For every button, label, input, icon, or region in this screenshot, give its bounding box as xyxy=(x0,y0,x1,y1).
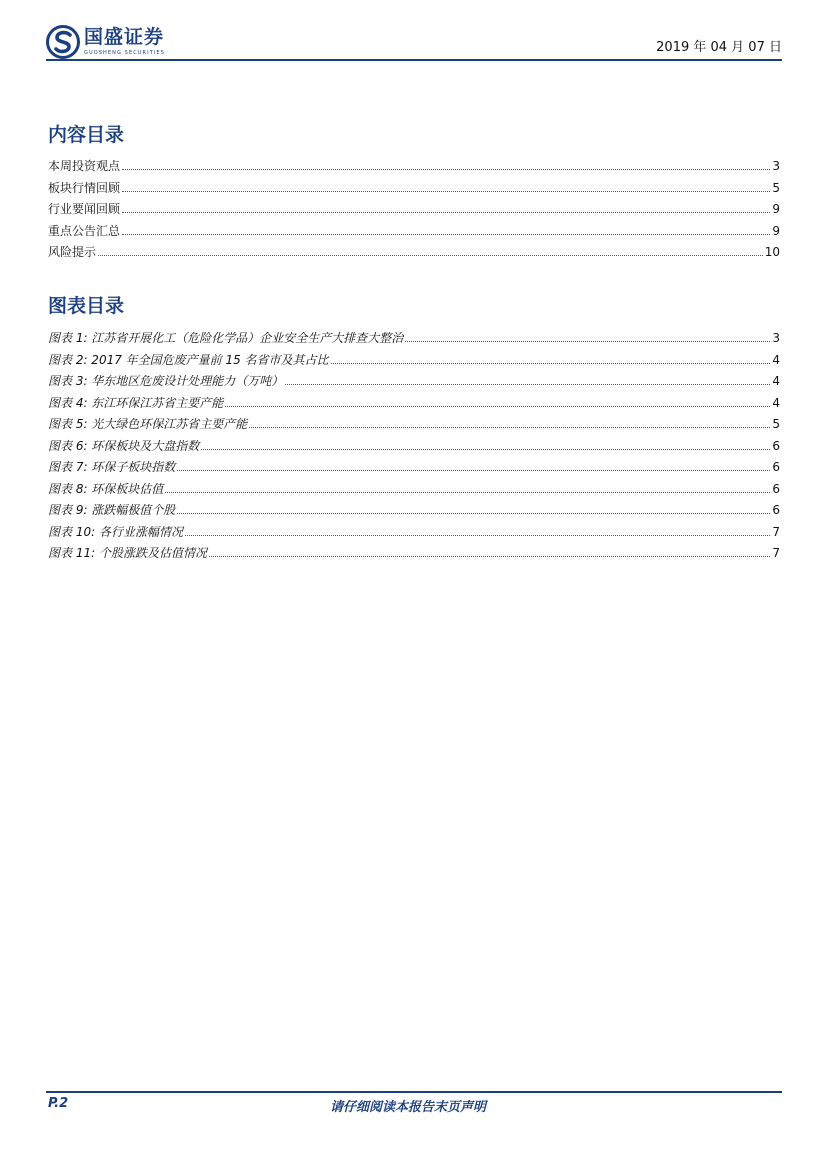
toc-leader-dots xyxy=(249,427,770,428)
figure-entry-label: 图表 6: 环保板块及大盘指数 xyxy=(48,438,200,453)
toc-entry-label: 板块行情回顾 xyxy=(48,180,121,195)
figure-entry[interactable] xyxy=(48,545,780,567)
figure-entry-label: 图表 11: 个股涨跌及估值情况 xyxy=(48,546,207,560)
figure-entry-label: 图表 8: 环保板块估值 xyxy=(48,481,164,496)
toc-entry-label: 重点公告汇总 xyxy=(48,223,121,238)
logo-text: 国盛证券 xyxy=(84,26,165,48)
figure-entry-page: 6 xyxy=(772,438,780,453)
toc-entry-label: 行业要闻回顾 xyxy=(48,202,121,216)
page-number: P.2 xyxy=(48,1096,69,1111)
guosheng-logo-icon xyxy=(46,25,80,59)
contents-list xyxy=(48,158,780,266)
toc-entry[interactable] xyxy=(48,158,780,180)
figure-entry-page: 7 xyxy=(772,524,780,539)
toc-leader-dots xyxy=(225,406,770,407)
toc-entry-page: 9 xyxy=(772,202,780,216)
figure-entry[interactable] xyxy=(48,438,780,460)
toc-entry-page: 3 xyxy=(772,159,780,173)
figure-entry-label: 图表 1: 江苏省开展化工（危险化学品）企业安全生产大排查大整治 xyxy=(48,331,404,345)
figure-entry[interactable] xyxy=(48,395,780,417)
toc-entry[interactable] xyxy=(48,180,780,202)
toc-leader-dots xyxy=(122,191,770,192)
toc-leader-dots xyxy=(177,513,770,514)
figures-title: 图表目录 xyxy=(48,295,125,317)
header-divider xyxy=(46,59,782,61)
figure-entry-page: 5 xyxy=(772,417,780,431)
toc-leader-dots xyxy=(122,234,770,235)
figure-entry-label: 图表 2: 2017 年全国危废产量前 15 名省市及其占比 xyxy=(48,352,329,367)
figure-entry-page: 4 xyxy=(772,374,780,388)
toc-entry[interactable] xyxy=(48,201,780,223)
figure-entry-label: 图表 4: 东江环保江苏省主要产能 xyxy=(48,395,224,410)
figure-entry-page: 6 xyxy=(772,481,780,496)
figure-entry-label: 图表 10: 各行业涨幅情况 xyxy=(48,524,183,539)
figure-entry-page: 3 xyxy=(772,331,780,345)
toc-entry[interactable] xyxy=(48,244,780,266)
figure-entry-page: 4 xyxy=(772,395,780,410)
toc-leader-dots xyxy=(331,363,771,364)
toc-leader-dots xyxy=(209,556,770,557)
page-header xyxy=(46,22,782,62)
figures-list xyxy=(48,330,780,567)
figure-entry[interactable] xyxy=(48,352,780,374)
toc-leader-dots xyxy=(177,470,770,471)
toc-leader-dots xyxy=(185,535,770,536)
figure-entry-label: 图表 7: 环保子板块指数 xyxy=(48,460,176,474)
toc-entry[interactable] xyxy=(48,223,780,245)
toc-entry-label: 本周投资观点 xyxy=(48,159,121,173)
toc-entry-page: 5 xyxy=(772,180,780,195)
logo-subtext: GUOSHENG SECURITIES xyxy=(84,50,165,56)
toc-entry-label: 风险提示 xyxy=(48,245,97,259)
contents-title: 内容目录 xyxy=(48,124,125,146)
figure-entry-label: 图表 9: 涨跌幅极值个股 xyxy=(48,503,176,517)
figure-entry-label: 图表 5: 光大绿色环保江苏省主要产能 xyxy=(48,417,248,431)
figure-entry-page: 7 xyxy=(772,546,780,560)
figure-entry[interactable] xyxy=(48,416,780,438)
figure-entry[interactable] xyxy=(48,330,780,352)
figure-entry[interactable] xyxy=(48,524,780,546)
toc-leader-dots xyxy=(405,341,770,342)
figure-entry[interactable] xyxy=(48,459,780,481)
figure-entry-page: 4 xyxy=(772,352,780,367)
disclaimer-note: 请仔细阅读本报告末页声明 xyxy=(330,1100,487,1115)
toc-leader-dots xyxy=(201,449,770,450)
toc-leader-dots xyxy=(122,212,770,213)
figure-entry[interactable] xyxy=(48,373,780,395)
toc-entry-page: 9 xyxy=(772,223,780,238)
footer-divider xyxy=(46,1091,782,1093)
toc-leader-dots xyxy=(285,384,770,385)
figure-entry-page: 6 xyxy=(772,460,780,474)
toc-leader-dots xyxy=(122,169,770,170)
report-date: 2019 年 04 月 07 日 xyxy=(656,40,782,55)
toc-leader-dots xyxy=(165,492,770,493)
figure-entry-page: 6 xyxy=(772,503,780,517)
figure-entry-label: 图表 3: 华东地区危废设计处理能力（万吨） xyxy=(48,374,284,388)
figure-entry[interactable] xyxy=(48,502,780,524)
toc-leader-dots xyxy=(98,255,763,256)
figure-entry[interactable] xyxy=(48,481,780,503)
toc-entry-page: 10 xyxy=(764,245,780,259)
